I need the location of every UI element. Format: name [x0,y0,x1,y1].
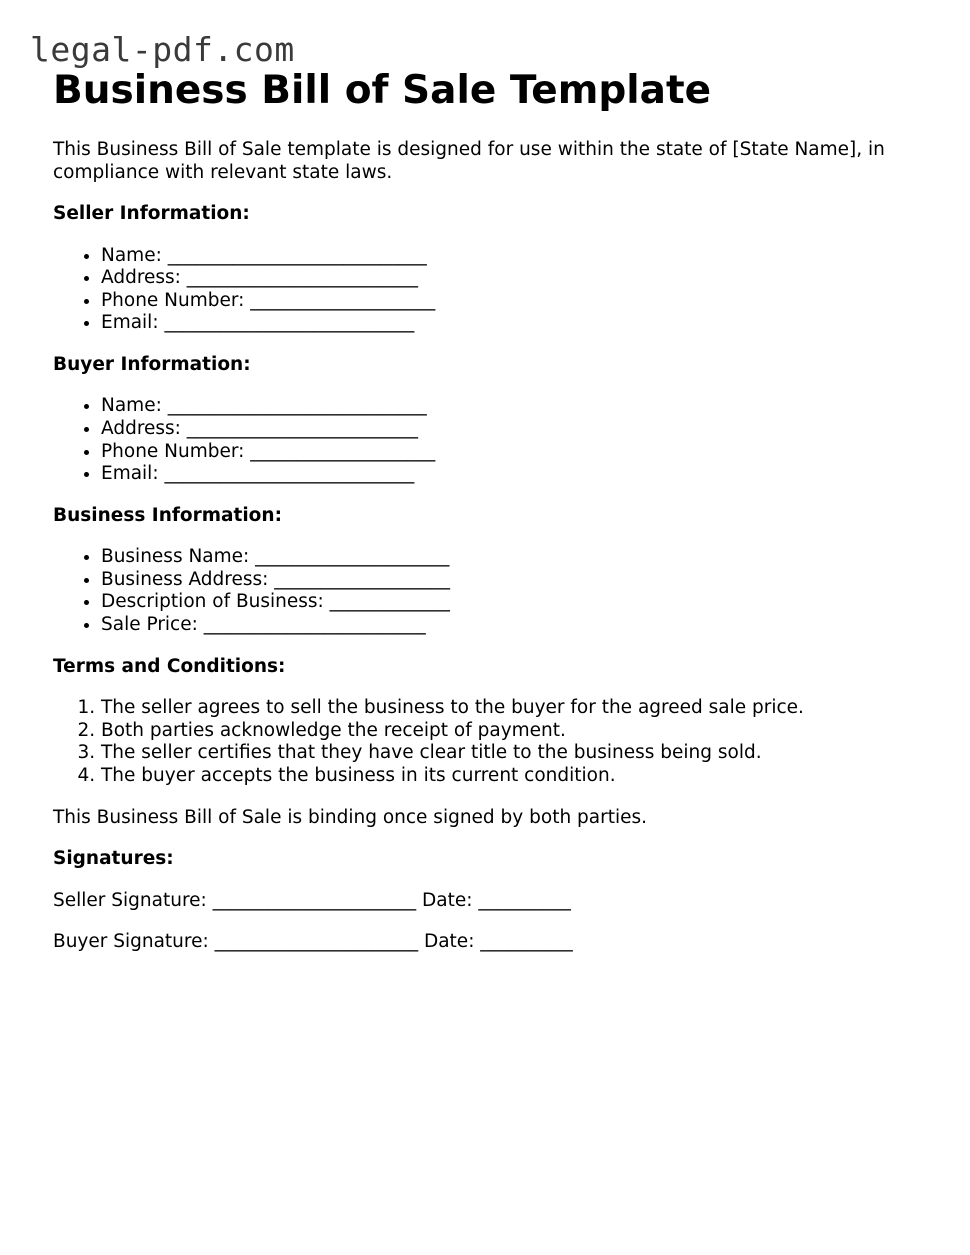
watermark: legal-pdf.com [30,30,295,69]
document-title: Business Bill of Sale Template [53,68,712,113]
document-page [53,68,933,954]
business-information-heading: Business Information: [53,504,282,526]
term-item: 2. Both parties acknowledge the receipt of payment. [101,720,933,743]
buyer-address-field: • Address: _________________________ [101,418,933,441]
binding-statement: This Business Bill of Sale is binding once signed by both parties. [53,806,648,828]
business-name-field: • Business Name: _____________________ [101,546,933,569]
seller-email-field: • Email: ___________________________ [101,312,933,335]
seller-phone-field: • Phone Number: ____________________ [101,290,933,313]
buyer-name-field: • Name: ____________________________ [101,395,933,418]
term-item: 4. The buyer accepts the business in its current condition. [101,765,933,788]
seller-name-field: • Name: ____________________________ [101,245,933,268]
signatures-heading: Signatures: [53,848,174,869]
sale-price-field: • Sale Price: ________________________ [101,614,933,637]
buyer-signature-line: Buyer Signature: ______________________ Date: __________ [53,931,573,952]
term-item: 1. The seller agrees to sell the business to the buyer for the agreed sale price. [101,697,933,720]
seller-information-list [53,245,933,335]
term-item: 3. The seller certifies that they have clear title to the business being sold. [101,742,933,765]
buyer-information-heading: Buyer Information: [53,353,251,375]
business-information-list [53,546,933,636]
buyer-phone-field: • Phone Number: ____________________ [101,441,933,464]
terms-list [53,697,933,787]
intro-paragraph: This Business Bill of Sale template is designed for use within the state of [State Name], in compliance with relevant state laws. [53,139,885,183]
business-address-field: • Business Address: ___________________ [101,569,933,592]
buyer-information-list [53,395,933,485]
business-description-field: • Description of Business: _____________ [101,591,933,614]
seller-signature-line: Seller Signature: ______________________ Date: __________ [53,889,571,911]
terms-heading: Terms and Conditions: [53,655,286,677]
seller-address-field: • Address: _________________________ [101,267,933,290]
buyer-email-field: • Email: ___________________________ [101,463,933,486]
seller-information-heading: Seller Information: [53,203,250,224]
